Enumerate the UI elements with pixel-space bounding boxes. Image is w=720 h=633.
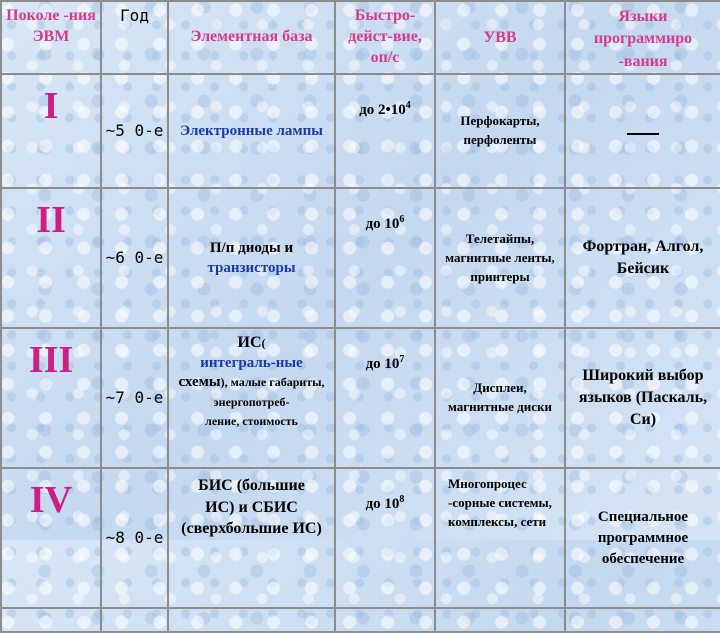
year-cell: ~7 0-е bbox=[101, 328, 168, 468]
base-cell: Электронные лампы bbox=[168, 74, 335, 188]
year-cell: ~5 0-е bbox=[101, 74, 168, 188]
speed-cell bbox=[335, 74, 435, 188]
table-row bbox=[1, 74, 720, 188]
ivv-cell: Многопроцес -сорные системы, комплексы, сети bbox=[435, 468, 565, 608]
year-cell: ~6 0-е bbox=[101, 188, 168, 328]
base-text-paren: ( bbox=[261, 336, 266, 351]
speed-value: до 2•10 bbox=[359, 102, 406, 119]
speed-value: до 10 bbox=[365, 356, 400, 373]
dash-mark bbox=[627, 133, 659, 135]
year-cell: ~8 0-е bbox=[101, 468, 168, 608]
base-text-highlight: интеграль-ные bbox=[200, 354, 303, 371]
header-generation: Поколе -ния ЭВМ bbox=[1, 1, 101, 74]
ivv-cell: Перфокарты, перфоленты bbox=[435, 74, 565, 188]
ivv-cell: Дисплеи, магнитные диски bbox=[435, 328, 565, 468]
header-base: Элементная база bbox=[168, 1, 335, 74]
generation-cell: IV bbox=[1, 468, 101, 608]
header-year: Год bbox=[101, 1, 168, 74]
table-row bbox=[1, 188, 720, 328]
generation-cell: III bbox=[1, 328, 101, 468]
languages-cell: Широкий выбор языков (Паскаль, Си) bbox=[565, 328, 720, 468]
base-text-details: ), малые габариты, энергопотреб- bbox=[213, 375, 325, 409]
languages-cell bbox=[565, 74, 720, 188]
table-row-empty bbox=[1, 608, 720, 632]
speed-exponent: 7 bbox=[399, 354, 405, 366]
base-cell bbox=[168, 468, 335, 608]
generation-cell: II bbox=[1, 188, 101, 328]
generation-cell: I bbox=[1, 74, 101, 188]
ivv-cell: Телетайпы, магнитные ленты, принтеры bbox=[435, 188, 565, 328]
header-ivv: УВВ bbox=[435, 1, 565, 74]
header-languages: Языки программиро -вания bbox=[565, 1, 720, 74]
base-text-cont: ИС) и СБИС (сверхбольшие ИС) bbox=[181, 498, 322, 538]
base-text-scheme: схемы bbox=[178, 374, 221, 391]
base-cell bbox=[168, 188, 335, 328]
speed-value: до 10 bbox=[365, 216, 400, 233]
table-row bbox=[1, 328, 720, 468]
languages-cell: Специальное программное обеспечение bbox=[565, 468, 720, 608]
base-text: БИС (большие bbox=[198, 477, 305, 495]
base-text: ИС bbox=[237, 334, 262, 352]
base-text: П/п диоды и bbox=[209, 239, 294, 256]
speed-cell bbox=[335, 328, 435, 468]
speed-exponent: 8 bbox=[399, 494, 405, 506]
base-text-cost: ление, стоимость bbox=[205, 414, 298, 429]
speed-value: до 10 bbox=[365, 496, 400, 513]
speed-exponent: 6 bbox=[399, 214, 405, 226]
header-row bbox=[1, 1, 720, 74]
header-speed: Быстро-дейст-вие, оп/с bbox=[335, 1, 435, 74]
base-cell bbox=[168, 328, 335, 468]
table-row bbox=[1, 468, 720, 608]
speed-cell bbox=[335, 188, 435, 328]
base-text-highlight: транзисторы bbox=[207, 260, 296, 277]
languages-cell: Фортран, Алгол, Бейсик bbox=[565, 188, 720, 328]
speed-exponent: 4 bbox=[405, 100, 411, 112]
speed-cell bbox=[335, 468, 435, 608]
